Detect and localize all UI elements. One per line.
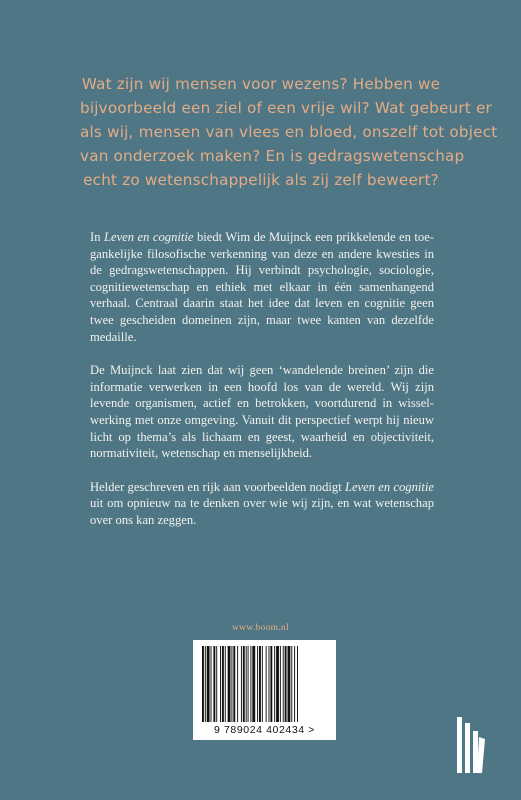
intro-line: bijvoorbeeld een ziel of een vrije wil? Wat gebeurt er xyxy=(80,99,492,117)
barcode-bar xyxy=(262,646,263,722)
barcode-bar xyxy=(294,646,295,722)
barcode-bar xyxy=(252,646,255,722)
barcode-bar xyxy=(220,646,221,722)
publisher-website: www.boom.nl xyxy=(231,623,290,633)
blurb-line: informatie verwerken in een hoofd los van de wereld. Wij zijn xyxy=(90,379,434,394)
barcode-bar xyxy=(276,646,279,722)
intro-line: echt zo wetenschappelijk als zij zelf beweert? xyxy=(83,171,439,189)
barcode-bar xyxy=(274,646,275,722)
barcode-bar xyxy=(259,646,261,722)
blurb-line: verhaal. Centraal daarin staat het idee dat leven en cognitie geen xyxy=(90,296,434,311)
isbn-number: 9 789024 402434 > xyxy=(214,724,315,736)
barcode-bar xyxy=(216,646,217,722)
barcode-bar xyxy=(225,646,226,722)
text-run: Helder geschreven en rijk aan voorbeelden nodigt xyxy=(90,479,345,494)
barcode-bar xyxy=(297,646,298,722)
barcode-bar xyxy=(211,646,212,722)
barcode-bar xyxy=(207,646,210,722)
text-run: In xyxy=(90,230,104,244)
blurb-line: de gedragswetenschappen. Hij verbindt psychologie, sociologie, xyxy=(90,263,434,278)
text-run: biedt Wim de Muijnck een prikkelende en toe- xyxy=(193,230,434,244)
barcode-bar xyxy=(205,646,206,722)
barcode-bar xyxy=(250,646,251,722)
blurb-line: De Muijnck laat zien dat wij geen ‘wandelende breinen’ zijn die xyxy=(90,363,434,378)
blurb-paragraph-2 xyxy=(90,362,434,462)
blurb-line: werking met onze omgeving. Vanuit dit perspectief werpt hij nieuw xyxy=(90,412,434,427)
barcode-bar xyxy=(213,646,215,722)
barcode-bar xyxy=(222,646,224,722)
blurb-line: uit om opnieuw na te denken over wie wij zijn, en wat wetenschap xyxy=(90,496,434,511)
blurb-line xyxy=(90,229,434,246)
blurb-paragraph-1 xyxy=(90,229,434,345)
barcode-bar xyxy=(202,646,204,722)
barcode-bar xyxy=(291,646,292,722)
intro-questions xyxy=(80,72,498,192)
barcode-bar xyxy=(237,646,238,722)
blurb-line: cognitiewetenschap en ethiek met elkaar in één samenhangend xyxy=(90,279,434,294)
barcode-bar xyxy=(228,646,231,722)
blurb-paragraph-3 xyxy=(90,479,434,529)
barcode-bar xyxy=(233,646,235,722)
blurb-line xyxy=(90,479,434,496)
blurb-line: levende organismen, actief en betrokken, voortdurend in wissel- xyxy=(90,396,434,411)
barcode-bar xyxy=(241,646,242,722)
blurb-line: twee gescheiden domeinen zijn, maar twee kanten van dezelfde xyxy=(90,312,434,327)
barcode-bar xyxy=(243,646,245,722)
blurb-line: over ons kan zeggen. xyxy=(90,512,197,527)
blurb-line: medaille. xyxy=(90,329,137,344)
intro-line: van onderzoek maken? En is gedragswetenschap xyxy=(80,147,465,165)
barcode-bar xyxy=(231,646,232,722)
barcode-bar xyxy=(283,646,284,722)
isbn-barcode xyxy=(193,640,336,740)
blurb-line: normativiteit, wetenschap en menselijkheid. xyxy=(90,446,313,461)
barcode-bar xyxy=(246,646,247,722)
barcode-bars xyxy=(202,646,327,722)
intro-line: als wij, mensen van vlees en bloed, onszelf tot object xyxy=(80,123,498,141)
boom-publisher-logo-icon xyxy=(449,715,489,775)
barcode-bar xyxy=(257,646,258,722)
barcode-bar xyxy=(285,646,287,722)
barcode-bar xyxy=(266,646,267,722)
barcode-bar xyxy=(280,646,281,722)
blurb xyxy=(90,229,434,546)
blurb-line: gankelijke filosofische verkenning van deze en andere kwesties in xyxy=(90,246,434,261)
barcode-bar xyxy=(288,646,291,722)
intro-line: Wat zijn wij mensen voor wezens? Hebben we xyxy=(81,75,441,93)
book-title: Leven en cognitie xyxy=(344,479,434,494)
barcode-bar xyxy=(269,646,270,722)
book-title: Leven en cognitie xyxy=(103,230,194,244)
barcode-bar xyxy=(270,646,272,722)
blurb-line: licht op thema’s als lichaam en geest, waarheid en objectiviteit, xyxy=(90,429,434,444)
barcode-bar xyxy=(248,646,249,722)
